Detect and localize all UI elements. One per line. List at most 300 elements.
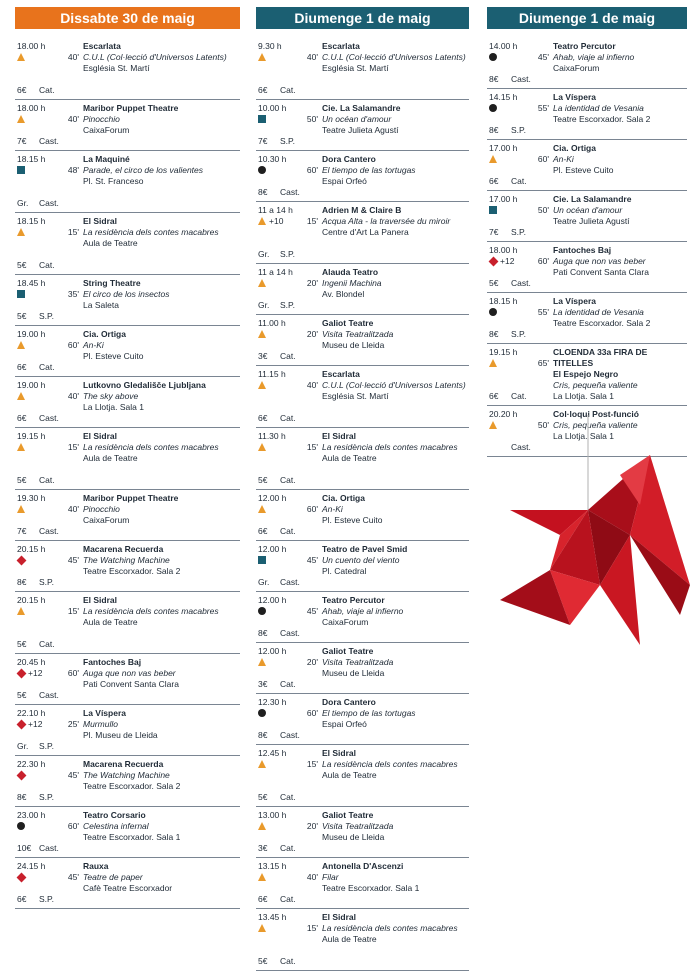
price: 7€	[489, 227, 499, 237]
event-time: 12.00 h	[258, 595, 287, 605]
show-title: La identidad de Vesania	[553, 307, 644, 317]
triangle-icon	[258, 873, 266, 881]
venue: La Saleta	[83, 300, 119, 310]
event-list	[487, 38, 687, 457]
event-time: 19.00 h	[17, 329, 46, 339]
event-entry	[15, 705, 240, 756]
diamond-icon	[17, 669, 27, 679]
price: 5€	[17, 690, 27, 700]
show-title: C.U.L (Col·lecció d'Universos Latents)	[83, 52, 227, 62]
event-entry	[256, 264, 469, 315]
event-time: 10.30 h	[258, 154, 287, 164]
venue: Teatre Escorxador. Sala 2	[553, 318, 651, 328]
price: 8€	[489, 125, 499, 135]
language: Cat.	[39, 362, 55, 372]
company-name: El Sidral	[322, 431, 357, 441]
age-label: +12	[500, 256, 515, 266]
company-name: Teatro Corsario	[83, 810, 146, 820]
duration: 40'	[306, 380, 318, 390]
venue: Av. Blondel	[322, 289, 365, 299]
duration: 40'	[67, 52, 79, 62]
event-time: 18.00 h	[489, 245, 518, 255]
event-time: 18.15 h	[17, 216, 46, 226]
company-name: El Sidral	[322, 748, 357, 758]
company-name: Macarena Recuerda	[83, 544, 164, 554]
triangle-icon	[489, 359, 497, 367]
language: Cat.	[280, 526, 296, 536]
event-entry	[256, 366, 469, 428]
show-title: Visita Teatralitzada	[322, 821, 394, 831]
show-title: Visita Teatralitzada	[322, 657, 394, 667]
language: S.P.	[280, 249, 295, 259]
show-title: El tiempo de las tortugas	[322, 708, 416, 718]
language: Cat.	[280, 894, 296, 904]
price: 8€	[17, 577, 27, 587]
duration: 45'	[67, 770, 79, 780]
circle-icon	[17, 822, 25, 830]
event-entry	[15, 541, 240, 592]
event-entry	[487, 242, 687, 293]
venue: Teatre Julieta Agustí	[553, 216, 630, 226]
event-time: 24.15 h	[17, 861, 46, 871]
origami-crane-illustration	[490, 415, 700, 655]
event-entry	[15, 858, 240, 909]
language: S.P.	[280, 136, 295, 146]
language: Cast.	[39, 136, 59, 146]
company-name: Escarlata	[83, 41, 121, 51]
event-time: 12.30 h	[258, 697, 287, 707]
show-title: The Watching Machine	[83, 555, 170, 565]
price: 6€	[258, 526, 268, 536]
price: Gr.	[258, 577, 270, 587]
age-label: +10	[269, 216, 284, 226]
company-name: La Víspera	[553, 296, 596, 306]
venue: Pl. Esteve Cuito	[553, 165, 614, 175]
event-entry	[256, 745, 469, 807]
event-time: 9.30 h	[258, 41, 282, 51]
show-title: An-Ki	[322, 504, 343, 514]
event-time: 19.15 h	[17, 431, 46, 441]
event-entry	[15, 428, 240, 490]
language: Cat.	[280, 413, 296, 423]
event-time: 20.20 h	[489, 409, 518, 419]
triangle-icon	[258, 924, 266, 932]
venue: CaixaForum	[83, 125, 130, 135]
price: 8€	[489, 329, 499, 339]
company-name: Teatro Percutor	[322, 595, 385, 605]
triangle-icon	[258, 505, 266, 513]
language: Cat.	[280, 843, 296, 853]
triangle-icon	[17, 228, 25, 236]
show-title: La residència dels contes macabres	[322, 923, 458, 933]
event-list	[256, 38, 469, 971]
show-title: La identidad de Vesania	[553, 103, 644, 113]
triangle-icon	[17, 505, 25, 513]
event-entry	[15, 38, 240, 100]
company-name: Maribor Puppet Theatre	[83, 103, 179, 113]
diamond-icon	[17, 720, 27, 730]
show-title: Parade, el circo de los valientes	[83, 165, 204, 175]
square-icon	[489, 206, 497, 214]
show-title: La residència dels contes macabres	[322, 442, 458, 452]
duration: 60'	[306, 165, 318, 175]
show-title: C.U.L (Col·lecció d'Universos Latents)	[322, 52, 466, 62]
venue: Museu de Lleida	[322, 832, 385, 842]
diamond-icon	[17, 556, 27, 566]
duration: 50'	[306, 114, 318, 124]
venue: Pl. Catedral	[322, 566, 367, 576]
event-time: 18.45 h	[17, 278, 46, 288]
language: Cat.	[39, 475, 55, 485]
company-name: Dora Cantero	[322, 697, 376, 707]
price: 8€	[17, 792, 27, 802]
company-name-2: El Espejo Negro	[553, 369, 619, 379]
venue: La Llotja. Sala 1	[553, 431, 614, 441]
company-name: Cie. La Salamandre	[322, 103, 401, 113]
price: 7€	[17, 136, 27, 146]
show-title: Un océan d'amour	[322, 114, 392, 124]
triangle-icon	[17, 53, 25, 61]
event-time: 19.15 h	[489, 347, 518, 357]
event-time: 11.30 h	[258, 431, 286, 441]
company-name: Lutkovno Gledališče Ljubljana	[83, 380, 206, 390]
show-title: Ingenii Machina	[322, 278, 382, 288]
show-title: La residència dels contes macabres	[83, 606, 219, 616]
event-time: 12.00 h	[258, 493, 287, 503]
duration: 55'	[537, 307, 549, 317]
venue: Teatre Julieta Agustí	[322, 125, 399, 135]
event-time: 14.00 h	[489, 41, 518, 51]
event-time: 18.00 h	[17, 103, 46, 113]
duration: 50'	[537, 205, 549, 215]
event-entry	[256, 807, 469, 858]
price: 7€	[17, 526, 27, 536]
triangle-icon	[17, 392, 25, 400]
circle-icon	[258, 709, 266, 717]
price: Gr.	[17, 198, 29, 208]
language: S.P.	[39, 741, 54, 751]
language: Cast.	[280, 628, 300, 638]
venue: Teatre Escorxador. Sala 1	[83, 832, 181, 842]
show-title: Celestina infernal	[83, 821, 149, 831]
show-title: El circo de los insectos	[83, 289, 170, 299]
price: Gr.	[258, 249, 270, 259]
event-time: 20.15 h	[17, 595, 46, 605]
show-title: La residència dels contes macabres	[322, 759, 458, 769]
duration: 20'	[306, 657, 318, 667]
price: 5€	[258, 792, 268, 802]
show-title: Filar	[322, 872, 339, 882]
price: 3€	[258, 679, 268, 689]
show-title: Un océan d'amour	[553, 205, 623, 215]
circle-icon	[489, 104, 497, 112]
venue: Pati Convent Santa Clara	[553, 267, 649, 277]
event-entry	[487, 191, 687, 242]
venue: Aula de Teatre	[83, 617, 138, 627]
price: 6€	[258, 85, 268, 95]
show-title: The sky above	[83, 391, 139, 401]
duration: 60'	[67, 668, 79, 678]
event-entry	[15, 151, 240, 213]
language: Cast.	[280, 187, 300, 197]
duration: 15'	[306, 216, 318, 226]
triangle-icon	[258, 279, 266, 287]
triangle-icon	[258, 217, 266, 225]
duration: 45'	[306, 606, 318, 616]
event-entry	[487, 140, 687, 191]
price: 6€	[17, 894, 27, 904]
duration: 25'	[67, 719, 79, 729]
triangle-icon	[17, 115, 25, 123]
diamond-icon	[17, 873, 27, 883]
company-name: String Theatre	[83, 278, 141, 288]
language: S.P.	[39, 311, 54, 321]
event-time: 22.30 h	[17, 759, 46, 769]
language: Cast.	[511, 278, 531, 288]
language: Cat.	[280, 792, 296, 802]
company-name: Cie. La Salamandre	[553, 194, 632, 204]
venue: CaixaForum	[553, 63, 600, 73]
price: 6€	[489, 391, 499, 401]
show-title: Pinocchio	[83, 114, 120, 124]
circle-icon	[258, 607, 266, 615]
language: Cast.	[39, 843, 59, 853]
language: Cast.	[511, 442, 531, 452]
event-time: 22.10 h	[17, 708, 46, 718]
company-name: El Sidral	[83, 595, 118, 605]
company-name: Rauxa	[83, 861, 109, 871]
event-entry	[15, 490, 240, 541]
duration: 15'	[67, 227, 79, 237]
event-entry	[487, 344, 687, 406]
venue: Museu de Lleida	[322, 668, 385, 678]
duration: 20'	[306, 329, 318, 339]
language: Cast.	[39, 198, 59, 208]
event-entry	[256, 202, 469, 264]
event-time: 14.15 h	[489, 92, 518, 102]
venue: Aula de Teatre	[83, 453, 138, 463]
show-title: El tiempo de las tortugas	[322, 165, 416, 175]
event-time: 18.00 h	[17, 41, 46, 51]
event-entry	[15, 275, 240, 326]
duration: 65'	[537, 358, 549, 368]
event-entry	[256, 151, 469, 202]
event-time: 17.00 h	[489, 143, 518, 153]
show-title: Acqua Alta - la traversée du miroir	[322, 216, 451, 226]
event-entry	[15, 377, 240, 428]
show-title: Auga que non vas beber	[83, 668, 176, 678]
language: S.P.	[511, 125, 526, 135]
circle-icon	[489, 308, 497, 316]
company-name: Teatro Percutor	[553, 41, 616, 51]
price: 6€	[489, 176, 499, 186]
event-time: 13.15 h	[258, 861, 287, 871]
venue: Pl. Esteve Cuito	[83, 351, 144, 361]
venue: CaixaForum	[83, 515, 130, 525]
event-time: 12.00 h	[258, 646, 287, 656]
event-entry	[15, 326, 240, 377]
company-name: Cia. Ortiga	[322, 493, 365, 503]
price: 5€	[17, 311, 27, 321]
show-title: An-Ki	[553, 154, 574, 164]
price: 8€	[258, 187, 268, 197]
event-entry	[15, 654, 240, 705]
language: Cast.	[280, 577, 300, 587]
triangle-icon	[258, 381, 266, 389]
venue: La Llotja. Sala 1	[553, 391, 614, 401]
event-entry	[256, 592, 469, 643]
venue: Aula de Teatre	[322, 934, 377, 944]
venue: Teatre Escorxador. Sala 2	[83, 781, 181, 791]
duration: 60'	[67, 340, 79, 350]
company-name: Fantoches Baj	[83, 657, 142, 667]
show-title: The Watching Machine	[83, 770, 170, 780]
show-title: Un cuento del viento	[322, 555, 400, 565]
event-time: 17.00 h	[489, 194, 518, 204]
duration: 60'	[306, 504, 318, 514]
company-name: CLOENDA 33a FIRA DE TITELLES	[553, 347, 648, 368]
language: Cat.	[280, 956, 296, 966]
event-time: 23.00 h	[17, 810, 46, 820]
venue: Pati Convent Santa Clara	[83, 679, 179, 689]
language: S.P.	[511, 227, 526, 237]
triangle-icon	[258, 443, 266, 451]
company-name: Adrien M & Claire B	[322, 205, 402, 215]
event-time: 12.00 h	[258, 544, 287, 554]
price: Gr.	[258, 300, 270, 310]
triangle-icon	[258, 822, 266, 830]
triangle-icon	[17, 443, 25, 451]
price: 5€	[258, 475, 268, 485]
duration: 60'	[306, 708, 318, 718]
company-name: El Sidral	[83, 431, 118, 441]
diamond-icon	[489, 257, 499, 267]
venue: La Llotja. Sala 1	[83, 402, 144, 412]
show-title: Auga que non vas beber	[553, 256, 646, 266]
company-name: Galiot Teatre	[322, 646, 374, 656]
event-time: 11.00 h	[258, 318, 286, 328]
company-name: Cia. Ortiga	[83, 329, 126, 339]
language: Cat.	[280, 85, 296, 95]
triangle-icon	[489, 155, 497, 163]
column-sunday-afternoon	[487, 7, 687, 457]
circle-icon	[489, 53, 497, 61]
event-time: 18.15 h	[17, 154, 46, 164]
language: S.P.	[511, 329, 526, 339]
venue: Espai Orfeó	[322, 719, 367, 729]
duration: 40'	[306, 52, 318, 62]
square-icon	[17, 166, 25, 174]
company-name: La Víspera	[83, 708, 126, 718]
event-time: 13.45 h	[258, 912, 287, 922]
event-time: 13.00 h	[258, 810, 287, 820]
venue: Aula de Teatre	[322, 453, 377, 463]
duration: 15'	[306, 442, 318, 452]
company-name: Cia. Ortiga	[553, 143, 596, 153]
duration: 60'	[537, 256, 549, 266]
company-name: La Víspera	[553, 92, 596, 102]
language: Cat.	[280, 475, 296, 485]
event-entry	[15, 100, 240, 151]
age-label: +12	[28, 719, 43, 729]
event-entry	[256, 909, 469, 971]
company-name: Maribor Puppet Theatre	[83, 493, 179, 503]
event-time: 18.15 h	[489, 296, 518, 306]
company-name: La Maquiné	[83, 154, 130, 164]
venue: Museu de Lleida	[322, 340, 385, 350]
price: 8€	[258, 628, 268, 638]
column-sunday-morning	[256, 7, 469, 971]
diamond-icon	[17, 771, 27, 781]
language: S.P.	[39, 894, 54, 904]
triangle-icon	[258, 330, 266, 338]
company-name: El Sidral	[322, 912, 357, 922]
language: Cast.	[511, 74, 531, 84]
triangle-icon	[17, 607, 25, 615]
duration: 50'	[537, 420, 549, 430]
event-entry	[487, 38, 687, 89]
company-name: Alauda Teatro	[322, 267, 379, 277]
show-title: An-Ki	[83, 340, 104, 350]
event-entry	[256, 643, 469, 694]
show-title: C.U.L (Col·lecció d'Universos Latents)	[322, 380, 466, 390]
price: 6€	[17, 413, 27, 423]
venue: Espai Orfeó	[322, 176, 367, 186]
venue: Centre d'Art La Panera	[322, 227, 409, 237]
price: 5€	[17, 639, 27, 649]
event-time: 19.00 h	[17, 380, 46, 390]
venue: Església St. Martí	[322, 391, 389, 401]
venue: Pl. Museu de Lleida	[83, 730, 158, 740]
duration: 40'	[67, 504, 79, 514]
price: 6€	[258, 894, 268, 904]
event-time: 10.00 h	[258, 103, 287, 113]
company-name: Fantoches Baj	[553, 245, 612, 255]
day-header: Dissabte 30 de maig	[15, 7, 240, 29]
event-entry	[256, 490, 469, 541]
square-icon	[258, 556, 266, 564]
show-title: Murmullo	[83, 719, 118, 729]
price: 6€	[17, 362, 27, 372]
event-time: 11.15 h	[258, 369, 286, 379]
price: 5€	[489, 278, 499, 288]
show-title: Cris, pequeña valiente	[553, 420, 638, 430]
venue: CaixaForum	[322, 617, 369, 627]
show-title: Teatre de paper	[83, 872, 143, 882]
event-entry	[15, 756, 240, 807]
price: 8€	[258, 730, 268, 740]
venue: Església St. Martí	[322, 63, 389, 73]
show-title: Cris, pequeña valiente	[553, 380, 638, 390]
language: Cat.	[280, 679, 296, 689]
event-time: 12.45 h	[258, 748, 287, 758]
price: 10€	[17, 843, 32, 853]
duration: 45'	[67, 872, 79, 882]
duration: 20'	[306, 278, 318, 288]
show-title: Visita Teatralitzada	[322, 329, 394, 339]
language: Cat.	[511, 391, 527, 401]
event-time: 20.15 h	[17, 544, 46, 554]
event-entry	[256, 315, 469, 366]
company-name: Galiot Teatre	[322, 318, 374, 328]
language: Cast.	[39, 690, 59, 700]
price: 6€	[17, 85, 27, 95]
age-label: +12	[28, 668, 43, 678]
company-name: Teatro de Pavel Smid	[322, 544, 408, 554]
price: 5€	[17, 260, 27, 270]
duration: 15'	[306, 923, 318, 933]
price: 7€	[258, 136, 268, 146]
